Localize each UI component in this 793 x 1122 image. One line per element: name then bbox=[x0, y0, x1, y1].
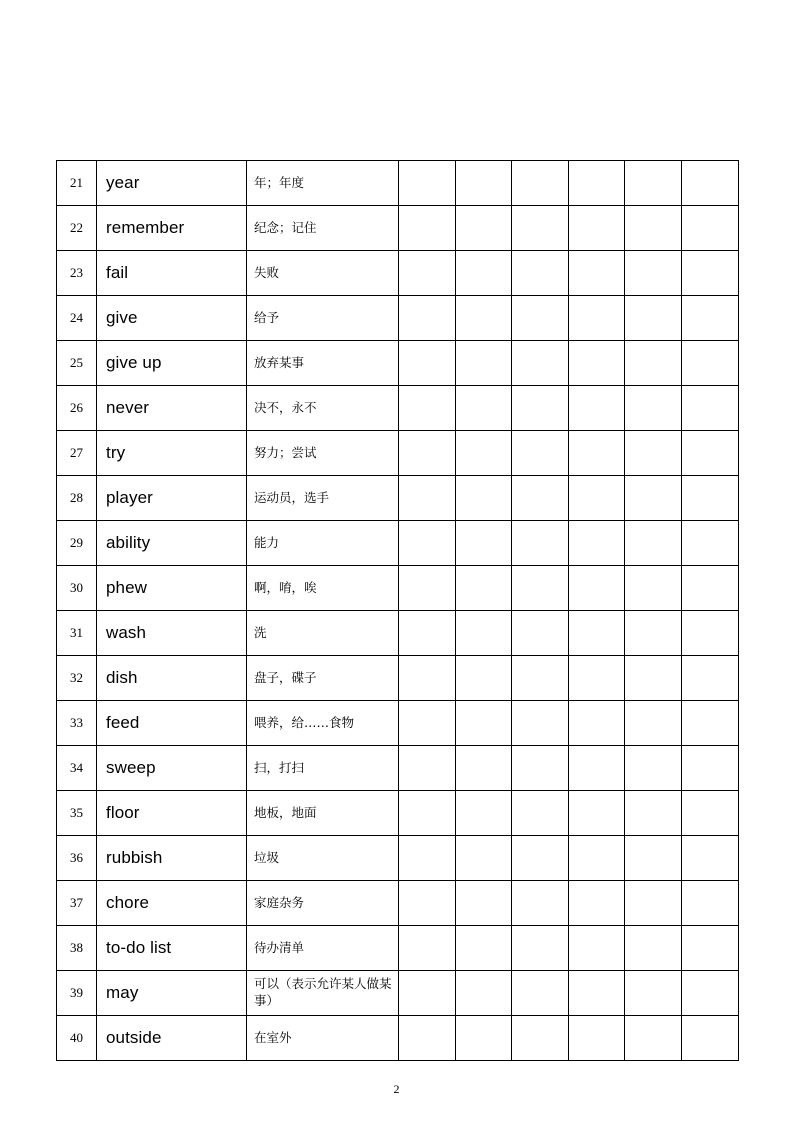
vocabulary-meaning: 待办清单 bbox=[247, 926, 399, 971]
practice-blank-cell[interactable] bbox=[512, 161, 569, 206]
table-row bbox=[57, 296, 739, 341]
practice-blank-cell[interactable] bbox=[568, 251, 625, 296]
practice-blank-cell[interactable] bbox=[625, 296, 682, 341]
table-row bbox=[57, 251, 739, 296]
practice-blank-cell[interactable] bbox=[512, 971, 569, 1016]
practice-blank-cell[interactable] bbox=[568, 431, 625, 476]
vocabulary-word: chore bbox=[97, 881, 247, 926]
practice-blank-cell[interactable] bbox=[512, 746, 569, 791]
practice-blank-cell[interactable] bbox=[568, 701, 625, 746]
practice-blank-cell[interactable] bbox=[681, 701, 738, 746]
practice-blank-cell[interactable] bbox=[568, 386, 625, 431]
vocabulary-meaning: 盘子，碟子 bbox=[247, 656, 399, 701]
row-number: 34 bbox=[57, 746, 97, 791]
practice-blank-cell[interactable] bbox=[455, 296, 512, 341]
practice-blank-cell[interactable] bbox=[455, 836, 512, 881]
practice-blank-cell[interactable] bbox=[625, 881, 682, 926]
practice-blank-cell[interactable] bbox=[568, 791, 625, 836]
vocabulary-word: rubbish bbox=[97, 836, 247, 881]
practice-blank-cell[interactable] bbox=[512, 341, 569, 386]
practice-blank-cell[interactable] bbox=[681, 341, 738, 386]
practice-blank-cell[interactable] bbox=[512, 926, 569, 971]
practice-blank-cell[interactable] bbox=[455, 386, 512, 431]
practice-blank-cell[interactable] bbox=[455, 926, 512, 971]
table-row bbox=[57, 746, 739, 791]
practice-blank-cell[interactable] bbox=[625, 386, 682, 431]
table-row bbox=[57, 791, 739, 836]
vocabulary-word: phew bbox=[97, 566, 247, 611]
practice-blank-cell[interactable] bbox=[681, 251, 738, 296]
practice-blank-cell[interactable] bbox=[512, 611, 569, 656]
practice-blank-cell[interactable] bbox=[568, 611, 625, 656]
practice-blank-cell[interactable] bbox=[399, 926, 456, 971]
table-row bbox=[57, 161, 739, 206]
row-number: 27 bbox=[57, 431, 97, 476]
vocabulary-word: may bbox=[97, 971, 247, 1016]
practice-blank-cell[interactable] bbox=[568, 521, 625, 566]
table-row bbox=[57, 206, 739, 251]
practice-blank-cell[interactable] bbox=[568, 881, 625, 926]
row-number: 40 bbox=[57, 1016, 97, 1061]
table-row bbox=[57, 566, 739, 611]
practice-blank-cell[interactable] bbox=[625, 611, 682, 656]
practice-blank-cell[interactable] bbox=[399, 431, 456, 476]
practice-blank-cell[interactable] bbox=[568, 341, 625, 386]
practice-blank-cell[interactable] bbox=[399, 161, 456, 206]
practice-blank-cell[interactable] bbox=[568, 161, 625, 206]
vocabulary-meaning: 失败 bbox=[247, 251, 399, 296]
vocabulary-meaning: 决不，永不 bbox=[247, 386, 399, 431]
practice-blank-cell[interactable] bbox=[455, 431, 512, 476]
row-number: 22 bbox=[57, 206, 97, 251]
practice-blank-cell[interactable] bbox=[455, 1016, 512, 1061]
practice-blank-cell[interactable] bbox=[512, 206, 569, 251]
practice-blank-cell[interactable] bbox=[512, 701, 569, 746]
practice-blank-cell[interactable] bbox=[455, 746, 512, 791]
practice-blank-cell[interactable] bbox=[512, 476, 569, 521]
row-number: 30 bbox=[57, 566, 97, 611]
practice-blank-cell[interactable] bbox=[625, 206, 682, 251]
practice-blank-cell[interactable] bbox=[681, 881, 738, 926]
practice-blank-cell[interactable] bbox=[681, 791, 738, 836]
practice-blank-cell[interactable] bbox=[512, 521, 569, 566]
table-row bbox=[57, 611, 739, 656]
vocabulary-word: player bbox=[97, 476, 247, 521]
practice-blank-cell[interactable] bbox=[681, 206, 738, 251]
vocabulary-word: give bbox=[97, 296, 247, 341]
table-row bbox=[57, 836, 739, 881]
vocabulary-meaning: 扫，打扫 bbox=[247, 746, 399, 791]
row-number: 21 bbox=[57, 161, 97, 206]
practice-blank-cell[interactable] bbox=[399, 566, 456, 611]
practice-blank-cell[interactable] bbox=[568, 1016, 625, 1061]
vocabulary-word: wash bbox=[97, 611, 247, 656]
practice-blank-cell[interactable] bbox=[625, 476, 682, 521]
practice-blank-cell[interactable] bbox=[681, 476, 738, 521]
vocabulary-meaning: 给予 bbox=[247, 296, 399, 341]
row-number: 39 bbox=[57, 971, 97, 1016]
vocabulary-meaning: 地板，地面 bbox=[247, 791, 399, 836]
practice-blank-cell[interactable] bbox=[399, 881, 456, 926]
vocabulary-table-body bbox=[57, 161, 739, 1061]
practice-blank-cell[interactable] bbox=[399, 791, 456, 836]
practice-blank-cell[interactable] bbox=[399, 341, 456, 386]
practice-blank-cell[interactable] bbox=[681, 431, 738, 476]
practice-blank-cell[interactable] bbox=[512, 791, 569, 836]
vocabulary-meaning: 纪念；记住 bbox=[247, 206, 399, 251]
practice-blank-cell[interactable] bbox=[455, 656, 512, 701]
practice-blank-cell[interactable] bbox=[399, 656, 456, 701]
vocabulary-word: year bbox=[97, 161, 247, 206]
vocabulary-word: give up bbox=[97, 341, 247, 386]
practice-blank-cell[interactable] bbox=[625, 1016, 682, 1061]
row-number: 32 bbox=[57, 656, 97, 701]
practice-blank-cell[interactable] bbox=[681, 386, 738, 431]
practice-blank-cell[interactable] bbox=[681, 971, 738, 1016]
practice-blank-cell[interactable] bbox=[625, 341, 682, 386]
vocabulary-word: ability bbox=[97, 521, 247, 566]
practice-blank-cell[interactable] bbox=[681, 611, 738, 656]
vocabulary-table bbox=[56, 160, 739, 1061]
vocabulary-word: dish bbox=[97, 656, 247, 701]
vocabulary-meaning: 垃圾 bbox=[247, 836, 399, 881]
practice-blank-cell[interactable] bbox=[399, 611, 456, 656]
vocabulary-meaning: 运动员，选手 bbox=[247, 476, 399, 521]
table-row bbox=[57, 926, 739, 971]
vocabulary-meaning: 在室外 bbox=[247, 1016, 399, 1061]
practice-blank-cell[interactable] bbox=[512, 566, 569, 611]
vocabulary-meaning: 家庭杂务 bbox=[247, 881, 399, 926]
vocabulary-meaning: 努力；尝试 bbox=[247, 431, 399, 476]
practice-blank-cell[interactable] bbox=[399, 971, 456, 1016]
table-row bbox=[57, 701, 739, 746]
table-row bbox=[57, 476, 739, 521]
row-number: 26 bbox=[57, 386, 97, 431]
vocabulary-meaning: 可以（表示允许某人做某事） bbox=[247, 971, 399, 1016]
vocabulary-word: feed bbox=[97, 701, 247, 746]
vocabulary-meaning: 能力 bbox=[247, 521, 399, 566]
practice-blank-cell[interactable] bbox=[681, 746, 738, 791]
practice-blank-cell[interactable] bbox=[681, 836, 738, 881]
practice-blank-cell[interactable] bbox=[681, 296, 738, 341]
page-number: 2 bbox=[393, 1082, 400, 1096]
row-number: 36 bbox=[57, 836, 97, 881]
practice-blank-cell[interactable] bbox=[568, 206, 625, 251]
row-number: 33 bbox=[57, 701, 97, 746]
practice-blank-cell[interactable] bbox=[455, 701, 512, 746]
vocabulary-word: floor bbox=[97, 791, 247, 836]
practice-blank-cell[interactable] bbox=[625, 746, 682, 791]
practice-blank-cell[interactable] bbox=[625, 836, 682, 881]
table-row bbox=[57, 386, 739, 431]
practice-blank-cell[interactable] bbox=[512, 1016, 569, 1061]
practice-blank-cell[interactable] bbox=[455, 251, 512, 296]
practice-blank-cell[interactable] bbox=[399, 296, 456, 341]
vocabulary-meaning: 放弃某事 bbox=[247, 341, 399, 386]
practice-blank-cell[interactable] bbox=[625, 791, 682, 836]
practice-blank-cell[interactable] bbox=[455, 521, 512, 566]
row-number: 35 bbox=[57, 791, 97, 836]
row-number: 28 bbox=[57, 476, 97, 521]
practice-blank-cell[interactable] bbox=[681, 566, 738, 611]
practice-blank-cell[interactable] bbox=[625, 701, 682, 746]
table-row bbox=[57, 341, 739, 386]
table-row bbox=[57, 521, 739, 566]
row-number: 29 bbox=[57, 521, 97, 566]
vocabulary-meaning: 啊，唷，唉 bbox=[247, 566, 399, 611]
row-number: 38 bbox=[57, 926, 97, 971]
practice-blank-cell[interactable] bbox=[625, 566, 682, 611]
vocabulary-word: fail bbox=[97, 251, 247, 296]
vocabulary-word: never bbox=[97, 386, 247, 431]
practice-blank-cell[interactable] bbox=[625, 431, 682, 476]
practice-blank-cell[interactable] bbox=[568, 296, 625, 341]
practice-blank-cell[interactable] bbox=[399, 701, 456, 746]
vocabulary-meaning: 喂养，给……食物 bbox=[247, 701, 399, 746]
practice-blank-cell[interactable] bbox=[512, 386, 569, 431]
practice-blank-cell[interactable] bbox=[455, 476, 512, 521]
vocabulary-word: try bbox=[97, 431, 247, 476]
table-row bbox=[57, 656, 739, 701]
practice-blank-cell[interactable] bbox=[625, 161, 682, 206]
row-number: 31 bbox=[57, 611, 97, 656]
practice-blank-cell[interactable] bbox=[625, 656, 682, 701]
practice-blank-cell[interactable] bbox=[568, 971, 625, 1016]
row-number: 23 bbox=[57, 251, 97, 296]
practice-blank-cell[interactable] bbox=[455, 566, 512, 611]
row-number: 24 bbox=[57, 296, 97, 341]
row-number: 25 bbox=[57, 341, 97, 386]
practice-blank-cell[interactable] bbox=[399, 251, 456, 296]
practice-blank-cell[interactable] bbox=[455, 881, 512, 926]
practice-blank-cell[interactable] bbox=[399, 206, 456, 251]
table-row bbox=[57, 971, 739, 1016]
practice-blank-cell[interactable] bbox=[512, 881, 569, 926]
practice-blank-cell[interactable] bbox=[568, 836, 625, 881]
practice-blank-cell[interactable] bbox=[399, 476, 456, 521]
practice-blank-cell[interactable] bbox=[512, 656, 569, 701]
table-row bbox=[57, 431, 739, 476]
practice-blank-cell[interactable] bbox=[512, 836, 569, 881]
vocabulary-word: to-do list bbox=[97, 926, 247, 971]
practice-blank-cell[interactable] bbox=[568, 926, 625, 971]
vocabulary-word: sweep bbox=[97, 746, 247, 791]
practice-blank-cell[interactable] bbox=[455, 971, 512, 1016]
practice-blank-cell[interactable] bbox=[568, 566, 625, 611]
practice-blank-cell[interactable] bbox=[455, 791, 512, 836]
practice-blank-cell[interactable] bbox=[625, 926, 682, 971]
practice-blank-cell[interactable] bbox=[681, 1016, 738, 1061]
practice-blank-cell[interactable] bbox=[568, 656, 625, 701]
practice-blank-cell[interactable] bbox=[681, 161, 738, 206]
practice-blank-cell[interactable] bbox=[455, 206, 512, 251]
practice-blank-cell[interactable] bbox=[625, 971, 682, 1016]
practice-blank-cell[interactable] bbox=[399, 746, 456, 791]
practice-blank-cell[interactable] bbox=[512, 431, 569, 476]
practice-blank-cell[interactable] bbox=[399, 1016, 456, 1061]
practice-blank-cell[interactable] bbox=[399, 386, 456, 431]
practice-blank-cell[interactable] bbox=[455, 611, 512, 656]
practice-blank-cell[interactable] bbox=[568, 476, 625, 521]
practice-blank-cell[interactable] bbox=[625, 521, 682, 566]
vocabulary-meaning: 年；年度 bbox=[247, 161, 399, 206]
practice-blank-cell[interactable] bbox=[455, 341, 512, 386]
practice-blank-cell[interactable] bbox=[399, 836, 456, 881]
practice-blank-cell[interactable] bbox=[568, 746, 625, 791]
table-row bbox=[57, 1016, 739, 1061]
vocabulary-word: remember bbox=[97, 206, 247, 251]
vocabulary-meaning: 洗 bbox=[247, 611, 399, 656]
practice-blank-cell[interactable] bbox=[681, 926, 738, 971]
row-number: 37 bbox=[57, 881, 97, 926]
table-row bbox=[57, 881, 739, 926]
practice-blank-cell[interactable] bbox=[625, 251, 682, 296]
practice-blank-cell[interactable] bbox=[512, 251, 569, 296]
practice-blank-cell[interactable] bbox=[455, 161, 512, 206]
vocabulary-word: outside bbox=[97, 1016, 247, 1061]
practice-blank-cell[interactable] bbox=[399, 521, 456, 566]
practice-blank-cell[interactable] bbox=[512, 296, 569, 341]
practice-blank-cell[interactable] bbox=[681, 521, 738, 566]
practice-blank-cell[interactable] bbox=[681, 656, 738, 701]
